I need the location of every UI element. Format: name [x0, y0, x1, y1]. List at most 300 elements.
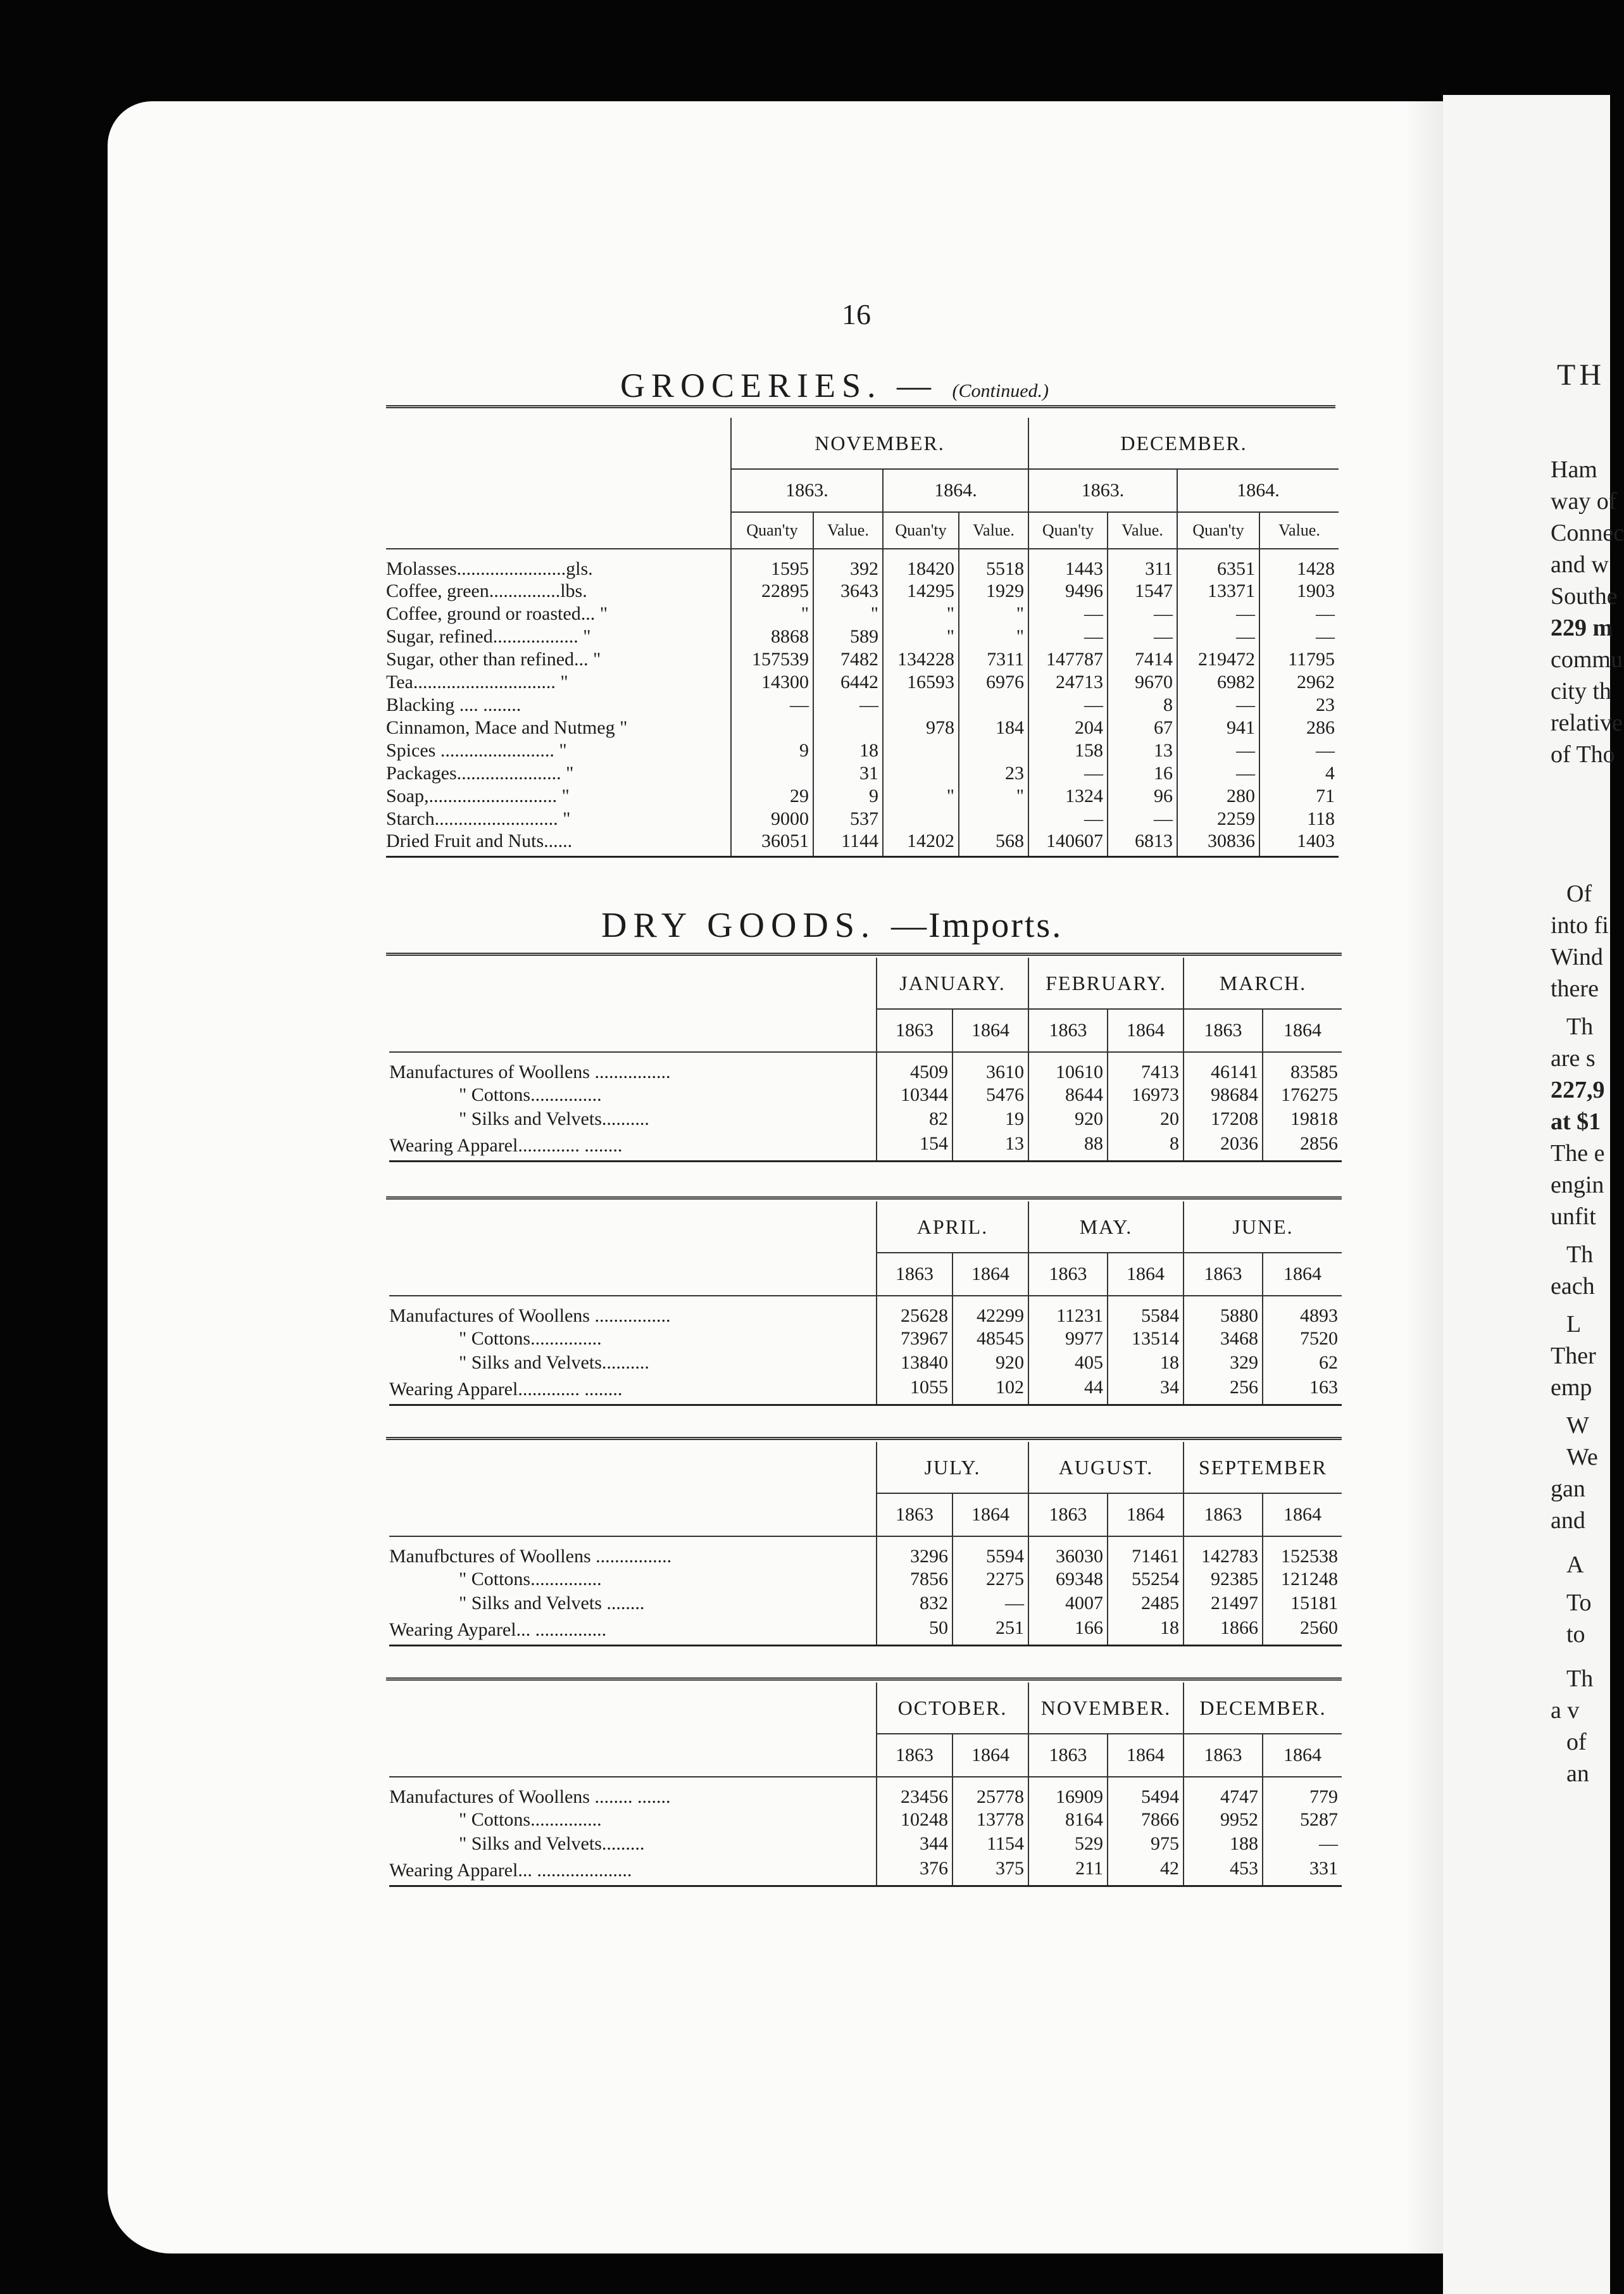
facing-page-line: emp: [1551, 1374, 1592, 1401]
table-cell: 7520: [1263, 1327, 1342, 1351]
facing-page-line: there: [1551, 975, 1599, 1002]
table-cell: ": [731, 603, 813, 625]
facing-page-line: city th: [1551, 678, 1612, 705]
year-row: [389, 1734, 1342, 1777]
facing-page-line: of: [1566, 1729, 1587, 1755]
table-cell: 1903: [1259, 580, 1339, 603]
table-cell: 568: [959, 830, 1028, 857]
year-header: 1863.: [731, 469, 883, 512]
table-cell: 311: [1108, 549, 1177, 580]
table-cell: [883, 739, 959, 762]
table-cell: 251: [953, 1615, 1028, 1646]
table-cell: ": [813, 603, 883, 625]
facing-page-line: Wind: [1551, 944, 1603, 970]
row-label: Soap,........................... ": [386, 786, 570, 806]
table-cell: 30836: [1177, 830, 1259, 857]
section-rule: [386, 953, 1342, 956]
table-cell: 24713: [1028, 671, 1108, 694]
year-header: 1863: [1184, 1253, 1263, 1296]
column-header: Value.: [1259, 512, 1339, 549]
row-label: Packages...................... ": [386, 763, 574, 784]
month-header: MARCH.: [1184, 958, 1342, 1009]
table-cell: 8868: [731, 625, 813, 648]
table-cell: 2856: [1263, 1131, 1342, 1162]
table-row: [389, 1083, 1342, 1107]
facing-page-line: Ther: [1551, 1343, 1596, 1369]
table-cell: 48545: [953, 1327, 1028, 1351]
table-row: [386, 830, 1339, 857]
table-cell: —: [1177, 603, 1259, 625]
year-header: 1864: [1108, 1009, 1184, 1052]
table-cell: ": [883, 603, 959, 625]
table-cell: 376: [877, 1856, 953, 1886]
row-label: Wearing Apparel............. ........: [389, 1131, 877, 1162]
table-cell: 18: [1108, 1615, 1184, 1646]
row-label: Sugar, refined.................. ": [386, 626, 591, 647]
table-cell: 5584: [1108, 1296, 1184, 1327]
table-row: [389, 1832, 1342, 1856]
row-label: " Cottons...............: [459, 1328, 602, 1349]
year-row: [389, 1009, 1342, 1052]
table-row: [386, 694, 1339, 717]
table-cell: 62: [1263, 1351, 1342, 1375]
facing-page-line: W: [1566, 1412, 1589, 1439]
table-cell: —: [1108, 808, 1177, 830]
table-cell: —: [1028, 808, 1108, 830]
table-cell: 42: [1108, 1856, 1184, 1886]
table-cell: 7414: [1108, 648, 1177, 671]
table-cell: 69348: [1028, 1567, 1108, 1591]
facing-page-line: 229 m: [1551, 615, 1613, 641]
facing-page-line: are s: [1551, 1045, 1596, 1072]
table-cell: ": [959, 625, 1028, 648]
facing-page-line: unfit: [1551, 1203, 1596, 1230]
table-row: [389, 1107, 1342, 1131]
table-cell: 9: [813, 785, 883, 808]
table-cell: 2036: [1184, 1131, 1263, 1162]
facing-page-line: of Tho: [1551, 741, 1615, 768]
facing-page: [1443, 95, 1624, 2294]
table-cell: 256: [1184, 1375, 1263, 1405]
table-cell: 3643: [813, 580, 883, 603]
groceries-title: GROCERIES.: [620, 367, 882, 404]
table-row: [389, 1327, 1342, 1351]
month-row: [389, 958, 1342, 1009]
table-cell: 13: [953, 1131, 1028, 1162]
table-cell: 4: [1259, 762, 1339, 785]
month-header: JUNE.: [1184, 1201, 1342, 1253]
facing-page-heading: TH: [1557, 358, 1605, 392]
table-cell: 25778: [953, 1777, 1028, 1808]
table-cell: 36030: [1028, 1536, 1108, 1567]
table-cell: 83585: [1263, 1052, 1342, 1083]
table-cell: —: [953, 1591, 1028, 1615]
table-cell: 2962: [1259, 671, 1339, 694]
row-label: Manufactures of Woollens ........ .......: [389, 1777, 877, 1808]
table-cell: 1055: [877, 1375, 953, 1405]
year-header: 1863: [877, 1009, 953, 1052]
year-header: 1864.: [1177, 469, 1339, 512]
facing-page-line: way of: [1551, 488, 1617, 515]
row-label: Manufactures of Woollens ................: [389, 1296, 877, 1327]
groceries-table: [386, 418, 1339, 858]
year-header: 1864: [1108, 1253, 1184, 1296]
table-cell: 23: [1259, 694, 1339, 717]
table-cell: 17208: [1184, 1107, 1263, 1131]
table-cell: 9496: [1028, 580, 1108, 603]
table-cell: 6442: [813, 671, 883, 694]
table-cell: 8: [1108, 1131, 1184, 1162]
table-cell: 16973: [1108, 1083, 1184, 1107]
facing-page-line: gan: [1551, 1476, 1585, 1502]
dry-goods-table: [389, 958, 1342, 1162]
row-label: " Cottons...............: [459, 1809, 602, 1830]
table-row: [389, 1131, 1342, 1162]
table-cell: 1324: [1028, 785, 1108, 808]
facing-page-line: Connec: [1551, 520, 1624, 546]
table-cell: [883, 694, 959, 717]
table-row: [389, 1808, 1342, 1832]
table-cell: 331: [1263, 1856, 1342, 1886]
year-header: 1863: [1028, 1734, 1108, 1777]
year-header: 1864: [953, 1009, 1028, 1052]
table-cell: 2275: [953, 1567, 1028, 1591]
row-label: Sugar, other than refined... ": [386, 649, 601, 670]
table-cell: 211: [1028, 1856, 1108, 1886]
table-cell: 1154: [953, 1832, 1028, 1856]
table-cell: 188: [1184, 1832, 1263, 1856]
table-cell: 779: [1263, 1777, 1342, 1808]
table-cell: ": [883, 785, 959, 808]
facing-page-line: The e: [1551, 1140, 1605, 1167]
table-cell: —: [731, 694, 813, 717]
month-header: JULY.: [877, 1442, 1028, 1493]
row-label: Dried Fruit and Nuts......: [386, 830, 731, 857]
table-cell: [731, 717, 813, 739]
table-cell: —: [813, 694, 883, 717]
table-cell: 6976: [959, 671, 1028, 694]
table-cell: 9000: [731, 808, 813, 830]
month-header: DECEMBER.: [1028, 418, 1339, 469]
table-cell: 537: [813, 808, 883, 830]
facing-page-line: To: [1566, 1589, 1592, 1616]
year-header: 1864: [953, 1734, 1028, 1777]
dry-goods-title: DRY GOODS.: [601, 906, 876, 945]
table-cell: 22895: [731, 580, 813, 603]
facing-page-line: L: [1566, 1311, 1582, 1338]
table-cell: 18420: [883, 549, 959, 580]
table-row: [389, 1296, 1342, 1327]
facing-page-line: Southe: [1551, 583, 1618, 610]
table-row: [386, 648, 1339, 671]
table-cell: 36051: [731, 830, 813, 857]
table-cell: 1144: [813, 830, 883, 857]
table-cell: [959, 739, 1028, 762]
groceries-heading: GROCERIES. — (Continued.): [620, 367, 1049, 404]
facing-page-line: and: [1551, 1507, 1585, 1534]
table-row: [389, 1856, 1342, 1886]
row-label: Molasses.......................gls.: [386, 549, 731, 580]
table-cell: 405: [1028, 1351, 1108, 1375]
table-cell: 14300: [731, 671, 813, 694]
table-cell: 14295: [883, 580, 959, 603]
table-cell: 10610: [1028, 1052, 1108, 1083]
table-cell: 6813: [1108, 830, 1177, 857]
table-cell: 152538: [1263, 1536, 1342, 1567]
table-cell: 7413: [1108, 1052, 1184, 1083]
table-cell: 140607: [1028, 830, 1108, 857]
table-cell: —: [1177, 625, 1259, 648]
month-header: OCTOBER.: [877, 1683, 1028, 1734]
table-cell: 88: [1028, 1131, 1108, 1162]
table-row: [389, 1777, 1342, 1808]
row-label: " Silks and Velvets.........: [459, 1833, 645, 1854]
table-cell: 4893: [1263, 1296, 1342, 1327]
table-cell: —: [1108, 625, 1177, 648]
table-row: [386, 671, 1339, 694]
table-cell: —: [1108, 603, 1177, 625]
dry-goods-subtitle: —Imports.: [890, 906, 1063, 945]
table-cell: 8: [1108, 694, 1177, 717]
table-cell: 5518: [959, 549, 1028, 580]
table-cell: —: [1028, 603, 1108, 625]
table-cell: 8644: [1028, 1083, 1108, 1107]
table-cell: 50: [877, 1615, 953, 1646]
table-cell: 13: [1108, 739, 1177, 762]
year-header: 1864: [1108, 1493, 1184, 1536]
table-cell: 23456: [877, 1777, 953, 1808]
table-cell: 1866: [1184, 1615, 1263, 1646]
table-cell: 16909: [1028, 1777, 1108, 1808]
table-row: [389, 1351, 1342, 1375]
table-cell: 19818: [1263, 1107, 1342, 1131]
table-cell: 941: [1177, 717, 1259, 739]
table-cell: 176275: [1263, 1083, 1342, 1107]
table-cell: 920: [1028, 1107, 1108, 1131]
table-cell: 978: [883, 717, 959, 739]
month-header: JANUARY.: [877, 958, 1028, 1009]
table-cell: 46141: [1184, 1052, 1263, 1083]
row-label: Cinnamon, Mace and Nutmeg ": [386, 717, 628, 738]
month-row: [389, 1683, 1342, 1734]
facing-page-line: A: [1566, 1551, 1584, 1578]
dry-goods-table: [389, 1683, 1342, 1887]
table-cell: 975: [1108, 1832, 1184, 1856]
year-header: 1864.: [883, 469, 1028, 512]
table-cell: [883, 808, 959, 830]
table-cell: 1428: [1259, 549, 1339, 580]
table-cell: 13371: [1177, 580, 1259, 603]
table-row: [386, 717, 1339, 739]
table-cell: 71461: [1108, 1536, 1184, 1567]
table-cell: 7311: [959, 648, 1028, 671]
year-header: 1864: [1108, 1734, 1184, 1777]
table-row: [386, 739, 1339, 762]
table-cell: 184: [959, 717, 1028, 739]
table-row: [389, 1536, 1342, 1567]
row-label: Coffee, green...............lbs.: [386, 580, 587, 601]
table-cell: 92385: [1184, 1567, 1263, 1591]
table-cell: 3468: [1184, 1327, 1263, 1351]
table-cell: 6351: [1177, 549, 1259, 580]
facing-page-line: engin: [1551, 1172, 1604, 1198]
year-header: 1864: [953, 1493, 1028, 1536]
table-cell: 34: [1108, 1375, 1184, 1405]
year-header: 1863: [1184, 1493, 1263, 1536]
column-header: Quan'ty: [883, 512, 959, 549]
column-header: Quan'ty: [731, 512, 813, 549]
month-header: MAY.: [1028, 1201, 1184, 1253]
month-row: [389, 1442, 1342, 1493]
table-cell: 1547: [1108, 580, 1177, 603]
table-cell: 158: [1028, 739, 1108, 762]
year-header: 1864: [1263, 1253, 1342, 1296]
table-cell: 121248: [1263, 1567, 1342, 1591]
table-cell: 5287: [1263, 1808, 1342, 1832]
table-row: [386, 785, 1339, 808]
table-cell: 163: [1263, 1375, 1342, 1405]
facing-page-line: We: [1566, 1444, 1598, 1470]
table-cell: 1929: [959, 580, 1028, 603]
table-cell: 73967: [877, 1327, 953, 1351]
column-header: Value.: [813, 512, 883, 549]
row-label: Blacking .... ........: [386, 694, 522, 715]
section-rule: [386, 1196, 1342, 1200]
table-cell: —: [1028, 625, 1108, 648]
table-cell: 329: [1184, 1351, 1263, 1375]
table-cell: 16593: [883, 671, 959, 694]
month-row: [389, 1201, 1342, 1253]
table-cell: 18: [1108, 1351, 1184, 1375]
table-cell: 219472: [1177, 648, 1259, 671]
table-cell: [959, 694, 1028, 717]
facing-page-line: each: [1551, 1273, 1595, 1300]
table-cell: 16: [1108, 762, 1177, 785]
table-cell: 44: [1028, 1375, 1108, 1405]
year-header: 1863.: [1028, 469, 1177, 512]
table-cell: 147787: [1028, 648, 1108, 671]
table-cell: 8164: [1028, 1808, 1108, 1832]
table-row: [386, 762, 1339, 785]
facing-page-line: Th: [1566, 1665, 1594, 1692]
table-cell: 55254: [1108, 1567, 1184, 1591]
table-cell: 3610: [953, 1052, 1028, 1083]
table-cell: —: [1177, 739, 1259, 762]
table-row: [389, 1567, 1342, 1591]
table-cell: 96: [1108, 785, 1177, 808]
table-cell: 13778: [953, 1808, 1028, 1832]
table-cell: ": [959, 785, 1028, 808]
table-cell: 21497: [1184, 1591, 1263, 1615]
row-label: Manufactures of Woollens ................: [389, 1052, 877, 1083]
table-row: [386, 808, 1339, 830]
groceries-year-row: [386, 469, 1339, 512]
table-cell: 5880: [1184, 1296, 1263, 1327]
table-cell: [959, 808, 1028, 830]
table-row: [386, 603, 1339, 625]
row-label: Tea.............................. ": [386, 672, 568, 693]
dry-goods-heading: [601, 905, 1063, 946]
row-label: " Cottons...............: [459, 1084, 602, 1105]
table-cell: 20: [1108, 1107, 1184, 1131]
table-cell: 920: [953, 1351, 1028, 1375]
table-cell: 2560: [1263, 1615, 1342, 1646]
dry-goods-table: [389, 1442, 1342, 1646]
year-header: 1863: [1028, 1253, 1108, 1296]
table-cell: 1443: [1028, 549, 1108, 580]
year-header: 1863: [877, 1253, 953, 1296]
column-header: Quan'ty: [1028, 512, 1108, 549]
year-header: 1863: [877, 1734, 953, 1777]
table-cell: 5476: [953, 1083, 1028, 1107]
table-cell: 82: [877, 1107, 953, 1131]
row-label: Wearing Apparel............. ........: [389, 1375, 877, 1405]
table-cell: 589: [813, 625, 883, 648]
table-cell: 42299: [953, 1296, 1028, 1327]
row-label: " Silks and Velvets..........: [459, 1108, 649, 1129]
page-number: 16: [842, 298, 871, 330]
facing-page-line: Th: [1566, 1241, 1594, 1268]
table-cell: 4747: [1184, 1777, 1263, 1808]
table-cell: 102: [953, 1375, 1028, 1405]
table-cell: 134228: [883, 648, 959, 671]
table-cell: 5494: [1108, 1777, 1184, 1808]
table-row: [386, 625, 1339, 648]
year-header: 1864: [953, 1253, 1028, 1296]
month-header: FEBRUARY.: [1028, 958, 1184, 1009]
table-cell: 166: [1028, 1615, 1108, 1646]
table-cell: —: [1259, 603, 1339, 625]
table-cell: 10344: [877, 1083, 953, 1107]
column-header: Quan'ty: [1177, 512, 1259, 549]
table-cell: 118: [1259, 808, 1339, 830]
table-cell: 6982: [1177, 671, 1259, 694]
table-cell: 9: [731, 739, 813, 762]
row-label: Starch.......................... ": [386, 808, 571, 829]
row-label: Wearing Ayparel... ...............: [389, 1615, 877, 1646]
table-cell: —: [1259, 739, 1339, 762]
row-label: Wearing Apparel... ....................: [389, 1856, 877, 1886]
month-header: NOVEMBER.: [731, 418, 1028, 469]
month-header: AUGUST.: [1028, 1442, 1184, 1493]
table-cell: 11795: [1259, 648, 1339, 671]
table-cell: 19: [953, 1107, 1028, 1131]
month-header: SEPTEMBER: [1184, 1442, 1342, 1493]
table-row: [389, 1052, 1342, 1083]
facing-page-line: to: [1566, 1621, 1585, 1648]
table-cell: 280: [1177, 785, 1259, 808]
facing-page-line: at $1: [1551, 1108, 1601, 1135]
table-cell: 29: [731, 785, 813, 808]
table-cell: 3296: [877, 1536, 953, 1567]
table-cell: 4509: [877, 1052, 953, 1083]
table-cell: 9977: [1028, 1327, 1108, 1351]
table-cell: —: [1177, 762, 1259, 785]
table-cell: 9670: [1108, 671, 1177, 694]
table-cell: 453: [1184, 1856, 1263, 1886]
facing-page-line: Ham: [1551, 456, 1597, 483]
facing-page-line: commu: [1551, 646, 1623, 673]
facing-page-line: Th: [1566, 1013, 1594, 1040]
facing-page-line: 227,9: [1551, 1077, 1605, 1103]
table-row: [389, 1375, 1342, 1405]
year-header: 1863: [1184, 1734, 1263, 1777]
table-cell: 18: [813, 739, 883, 762]
column-header: Value.: [1108, 512, 1177, 549]
table-cell: 5594: [953, 1536, 1028, 1567]
month-header: DECEMBER.: [1184, 1683, 1342, 1734]
table-cell: 7856: [877, 1567, 953, 1591]
